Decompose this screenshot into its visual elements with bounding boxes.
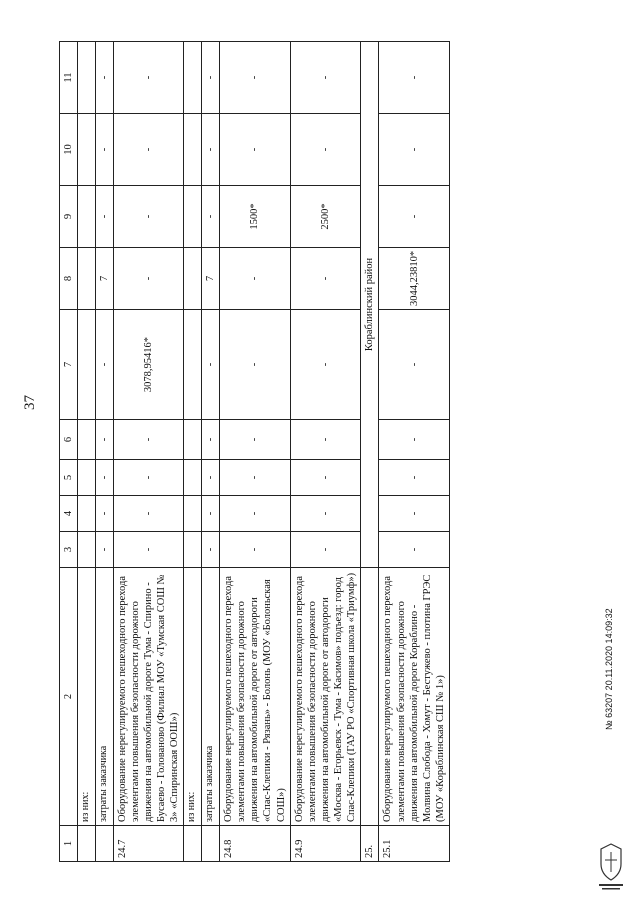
value-cell [78, 248, 96, 310]
table-row [201, 42, 219, 862]
value-cell: - [290, 532, 361, 568]
value-cell [78, 42, 96, 114]
value-cell: - [95, 186, 113, 248]
value-cell: 7 [201, 248, 219, 310]
value-cell [78, 310, 96, 420]
column-header: 4 [60, 496, 78, 532]
value-cell: - [220, 460, 291, 496]
row-number [201, 826, 219, 862]
row-number [95, 826, 113, 862]
value-cell: - [201, 42, 219, 114]
column-header: 1 [60, 826, 78, 862]
value-cell: - [95, 532, 113, 568]
row-number: 25. [361, 826, 379, 862]
table-row [220, 42, 291, 862]
value-cell: - [290, 248, 361, 310]
value-cell: - [201, 460, 219, 496]
value-cell [184, 460, 202, 496]
value-cell: - [379, 310, 450, 420]
value-cell: - [201, 310, 219, 420]
value-cell: 1500* [220, 186, 291, 248]
value-cell [78, 186, 96, 248]
value-cell: - [290, 310, 361, 420]
value-cell: - [290, 460, 361, 496]
value-cell: - [290, 496, 361, 532]
value-cell: - [113, 420, 184, 460]
header-row [60, 42, 78, 862]
rotated-table-container [59, 42, 613, 862]
value-cell: - [290, 114, 361, 186]
value-cell [184, 186, 202, 248]
value-cell [184, 42, 202, 114]
value-cell [184, 248, 202, 310]
value-cell: - [290, 42, 361, 114]
value-cell [78, 460, 96, 496]
value-cell: - [379, 186, 450, 248]
value-cell [184, 420, 202, 460]
value-cell: 3044,23810* [379, 248, 450, 310]
value-cell: - [201, 496, 219, 532]
value-cell: - [201, 532, 219, 568]
row-number: 25.1 [379, 826, 450, 862]
value-cell: - [95, 496, 113, 532]
column-header: 10 [60, 114, 78, 186]
row-description: Оборудование нерегулируемого пешеходного перехода элементами повышения безопасности дорожного движения на автомобильной дороге от автодороги «Спас-Клепики - Рязань» - Болонь (МОУ «Болоньская СОШ») [220, 568, 291, 826]
row-description: Оборудование нерегулируемого пешеходного перехода элементами повышения безопасности дорожного движения на автомобильной дороге Тума - Спирино - Бусаево - Голованово (Филиал МОУ «Тумская СОШ № 3» «Спиринская ООШ») [113, 568, 184, 826]
value-cell: - [220, 420, 291, 460]
value-cell: - [201, 420, 219, 460]
coat-of-arms-icon [596, 840, 626, 892]
row-label-spacer [361, 568, 379, 826]
row-description: затраты заказчика [95, 568, 113, 826]
value-cell: 7 [95, 248, 113, 310]
row-description: Оборудование нерегулируемого пешеходного перехода элементами повышения безопасности дорожного движения на автомобильной дороге от автодороги «Москва - Егорьевск - Тума - Касимов» подъезд: город Спас-Клепики (ГАУ РО «Спортивная школа «Триумф») [290, 568, 361, 826]
value-cell: - [379, 114, 450, 186]
value-cell: - [95, 420, 113, 460]
value-cell [184, 532, 202, 568]
value-cell: - [290, 420, 361, 460]
value-cell: - [379, 420, 450, 460]
value-cell [78, 420, 96, 460]
value-cell: - [379, 496, 450, 532]
table-row [361, 42, 379, 862]
value-cell: - [220, 310, 291, 420]
value-cell: - [113, 114, 184, 186]
value-cell [184, 496, 202, 532]
table-row [113, 42, 184, 862]
value-cell: - [220, 114, 291, 186]
column-header: 3 [60, 532, 78, 568]
value-cell: - [113, 532, 184, 568]
table-row [78, 42, 96, 862]
value-cell: - [201, 114, 219, 186]
column-header: 7 [60, 310, 78, 420]
table-row [184, 42, 202, 862]
value-cell: - [220, 42, 291, 114]
value-cell: - [379, 42, 450, 114]
value-cell: 2500* [290, 186, 361, 248]
value-cell [184, 114, 202, 186]
value-cell [184, 310, 202, 420]
value-cell: - [220, 248, 291, 310]
column-header: 9 [60, 186, 78, 248]
value-cell: - [201, 186, 219, 248]
page-number: 37 [22, 395, 38, 410]
value-cell: - [220, 532, 291, 568]
column-header: 2 [60, 568, 78, 826]
row-number: 24.8 [220, 826, 291, 862]
budget-table [59, 41, 450, 862]
value-cell: - [95, 42, 113, 114]
value-cell: 3078,95416* [113, 310, 184, 420]
value-cell: - [95, 460, 113, 496]
row-description: затраты заказчика [201, 568, 219, 826]
value-cell: - [113, 42, 184, 114]
value-cell: - [220, 496, 291, 532]
value-cell [78, 532, 96, 568]
row-number: 24.9 [290, 826, 361, 862]
value-cell [78, 114, 96, 186]
value-cell: - [95, 310, 113, 420]
row-description: из них: [184, 568, 202, 826]
section-title: Кораблинский район [361, 42, 379, 568]
column-header: 8 [60, 248, 78, 310]
value-cell: - [379, 460, 450, 496]
row-number [78, 826, 96, 862]
row-number [184, 826, 202, 862]
column-header: 6 [60, 420, 78, 460]
value-cell [78, 496, 96, 532]
document-stamp: № 63207 20.11.2020 14:09:32 [604, 608, 614, 730]
table-row [379, 42, 450, 862]
row-number: 24.7 [113, 826, 184, 862]
row-description: из них: [78, 568, 96, 826]
column-header: 11 [60, 42, 78, 114]
value-cell: - [113, 248, 184, 310]
value-cell: - [379, 532, 450, 568]
table-row [290, 42, 361, 862]
value-cell: - [113, 460, 184, 496]
column-header: 5 [60, 460, 78, 496]
table-row [95, 42, 113, 862]
value-cell: - [95, 114, 113, 186]
value-cell: - [113, 496, 184, 532]
row-description: Оборудование нерегулируемого пешеходного перехода элементами повышения безопасности дорожного движения на автомобильной дороге Кораблино - Молвина Слобода - Хомут - Бестужево - плотина ГРЭС (МОУ «Кораблинская СШ № 1») [379, 568, 450, 826]
value-cell: - [113, 186, 184, 248]
